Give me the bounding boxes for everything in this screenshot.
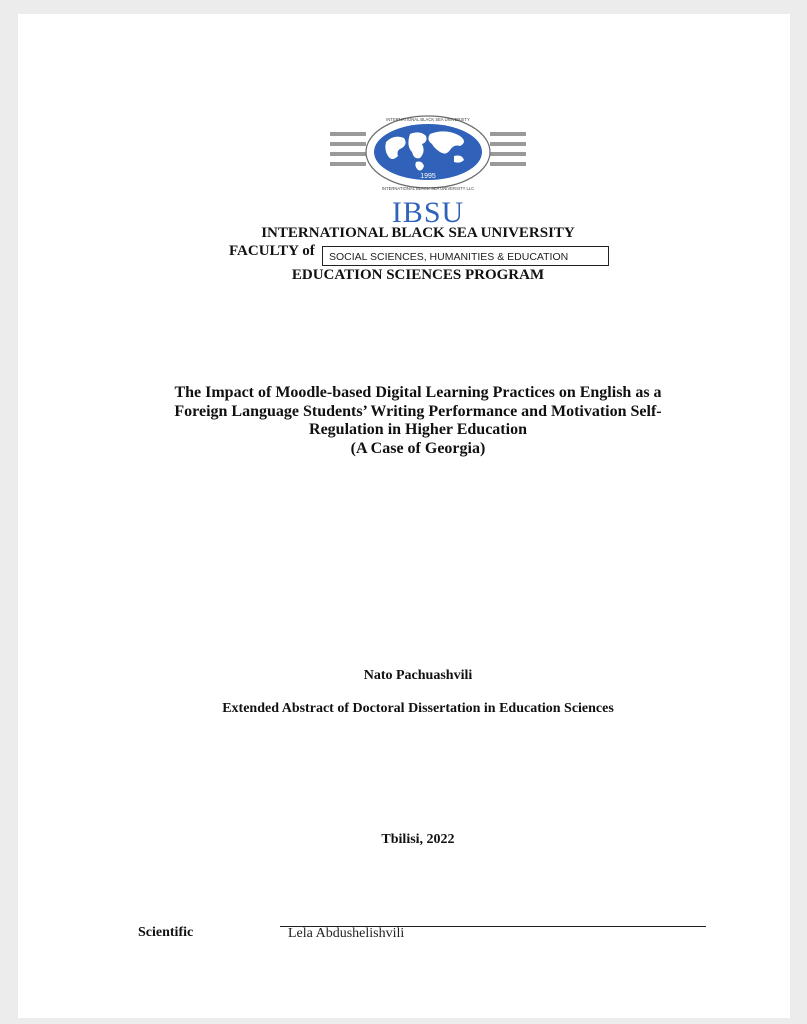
faculty-label: FACULTY of — [229, 243, 315, 259]
author-name: Nato Pachuashvili — [363, 668, 473, 683]
title-line-1: The Impact of Moodle-based Digital Learning Practices on English as a — [174, 384, 662, 401]
title-line-3: Regulation in Higher Education — [309, 421, 527, 438]
place-date: Tbilisi, 2022 — [381, 832, 455, 847]
faculty-field[interactable]: SOCIAL SCIENCES, HUMANITIES & EDUCATION — [322, 246, 609, 266]
logo-ring-text-top: INTERNATIONAL BLACK SEA UNIVERSITY — [386, 117, 470, 122]
supervisor-name: Lela Abdushelishvili — [288, 926, 405, 941]
title-line-2: Foreign Language Students’ Writing Performance and Motivation Self- — [174, 402, 662, 420]
logo-year: 1995 — [420, 173, 436, 180]
document-page — [18, 14, 790, 1018]
logo-wordmark: IBSU — [391, 196, 465, 229]
university-name: INTERNATIONAL BLACK SEA UNIVERSITY — [261, 225, 575, 241]
logo-ring-text-bottom: INTERNATIONAL BLACK SEA UNIVERSITY LLC — [381, 186, 475, 191]
document-subtitle: Extended Abstract of Doctoral Dissertation in Education Sciences — [222, 701, 614, 716]
program-name: EDUCATION SCIENCES PROGRAM — [291, 267, 545, 283]
title-line-4: (A Case of Georgia) — [350, 439, 486, 457]
supervisor-label: Scientific — [138, 925, 194, 940]
dissertation-title — [118, 384, 718, 458]
